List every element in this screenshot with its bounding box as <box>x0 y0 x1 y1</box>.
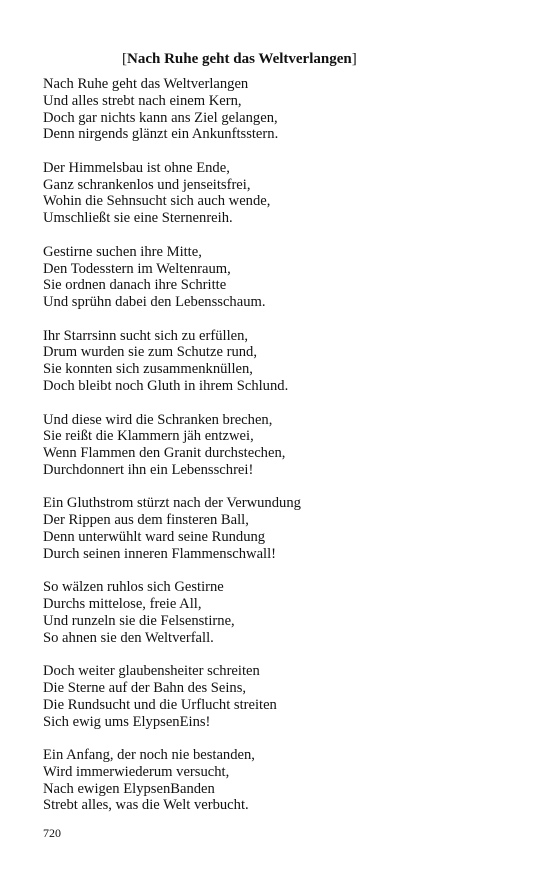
poem-line: Drum wurden sie zum Schutze rund, <box>43 344 257 361</box>
poem-line: Wohin die Sehnsucht sich auch wende, <box>43 193 271 210</box>
poem-line: Sie ordnen danach ihre Schritte <box>43 277 227 294</box>
poem-body <box>43 76 523 831</box>
poem-line: Sich ewig ums ElypsenEins! <box>43 713 211 730</box>
poem-line: Durchdonnert ihn ein Lebensschrei! <box>43 461 254 478</box>
poem-line: Und diese wird die Schranken brechen, <box>43 411 273 428</box>
poem-line: Die Sterne auf der Bahn des Seins, <box>43 679 247 696</box>
poem-line: Der Himmelsbau ist ohne Ende, <box>43 159 230 176</box>
poem-line: Ihr Starrsinn sucht sich zu erfüllen, <box>43 327 249 344</box>
stanza <box>43 244 523 311</box>
poem-title <box>122 49 357 69</box>
poem-line: Nach ewigen ElypsenBanden <box>43 780 215 797</box>
title-open-bracket: [ <box>122 51 127 67</box>
poem-line: Doch gar nichts kann ans Ziel gelangen, <box>43 109 278 126</box>
poem-line: Ein Gluthstrom stürzt nach der Verwundung <box>43 495 301 512</box>
poem-line: Sie reißt die Klammern jäh entzwei, <box>43 428 254 445</box>
poem-line: Doch bleibt noch Gluth in ihrem Schlund. <box>43 378 289 395</box>
stanza <box>43 579 523 646</box>
poem-line: Umschließt sie eine Sternenreih. <box>43 210 233 227</box>
poem-line: Durchs mittelose, freie All, <box>43 596 202 613</box>
poem-line: Ganz schrankenlos und jenseitsfrei, <box>43 176 251 193</box>
title-close-bracket: ] <box>351 51 357 67</box>
stanza <box>43 328 523 395</box>
poem-line: Den Todesstern im Weltenraum, <box>43 260 231 277</box>
poem-line: Denn unterwühlt ward seine Rundung <box>43 528 266 545</box>
poem-line: Wenn Flammen den Granit durchstechen, <box>43 445 286 462</box>
poem-line: Gestirne suchen ihre Mitte, <box>43 243 202 260</box>
poem-line: So wälzen ruhlos sich Gestirne <box>43 579 224 596</box>
poem-line: Ein Anfang, der noch nie bestanden, <box>43 747 255 763</box>
poem-line: Doch weiter glaubensheiter schreiten <box>43 663 260 680</box>
poem-line: Die Rundsucht und die Urflucht streiten <box>43 696 277 713</box>
poem-line: Nach Ruhe geht das Weltverlangen <box>43 76 249 92</box>
poem-line: Strebt alles, was die Welt verbucht. <box>43 797 249 814</box>
poem-line: Denn nirgends glänzt ein Ankunftsstern. <box>43 126 279 143</box>
title-text: Nach Ruhe geht das Weltverlangen <box>127 51 352 67</box>
stanza <box>43 663 523 730</box>
stanza <box>43 412 523 479</box>
stanza <box>43 495 523 562</box>
poem-line: Und sprühn dabei den Lebensschaum. <box>43 294 266 311</box>
stanza <box>43 76 523 143</box>
page-number: 720 <box>43 826 61 840</box>
poem-line: Sie konnten sich zusammenknüllen, <box>43 361 253 378</box>
stanza <box>43 160 523 227</box>
poem-line: Und alles strebt nach einem Kern, <box>43 92 242 109</box>
poem-line: Und runzeln sie die Felsenstirne, <box>43 612 235 629</box>
poem-line: So ahnen sie den Weltverfall. <box>43 629 214 646</box>
stanza <box>43 747 523 814</box>
poem-line: Der Rippen aus dem finsteren Ball, <box>43 512 249 529</box>
poem-line: Wird immerwiederum versucht, <box>43 763 230 780</box>
poem-line: Durch seinen inneren Flammenschwall! <box>43 545 277 562</box>
